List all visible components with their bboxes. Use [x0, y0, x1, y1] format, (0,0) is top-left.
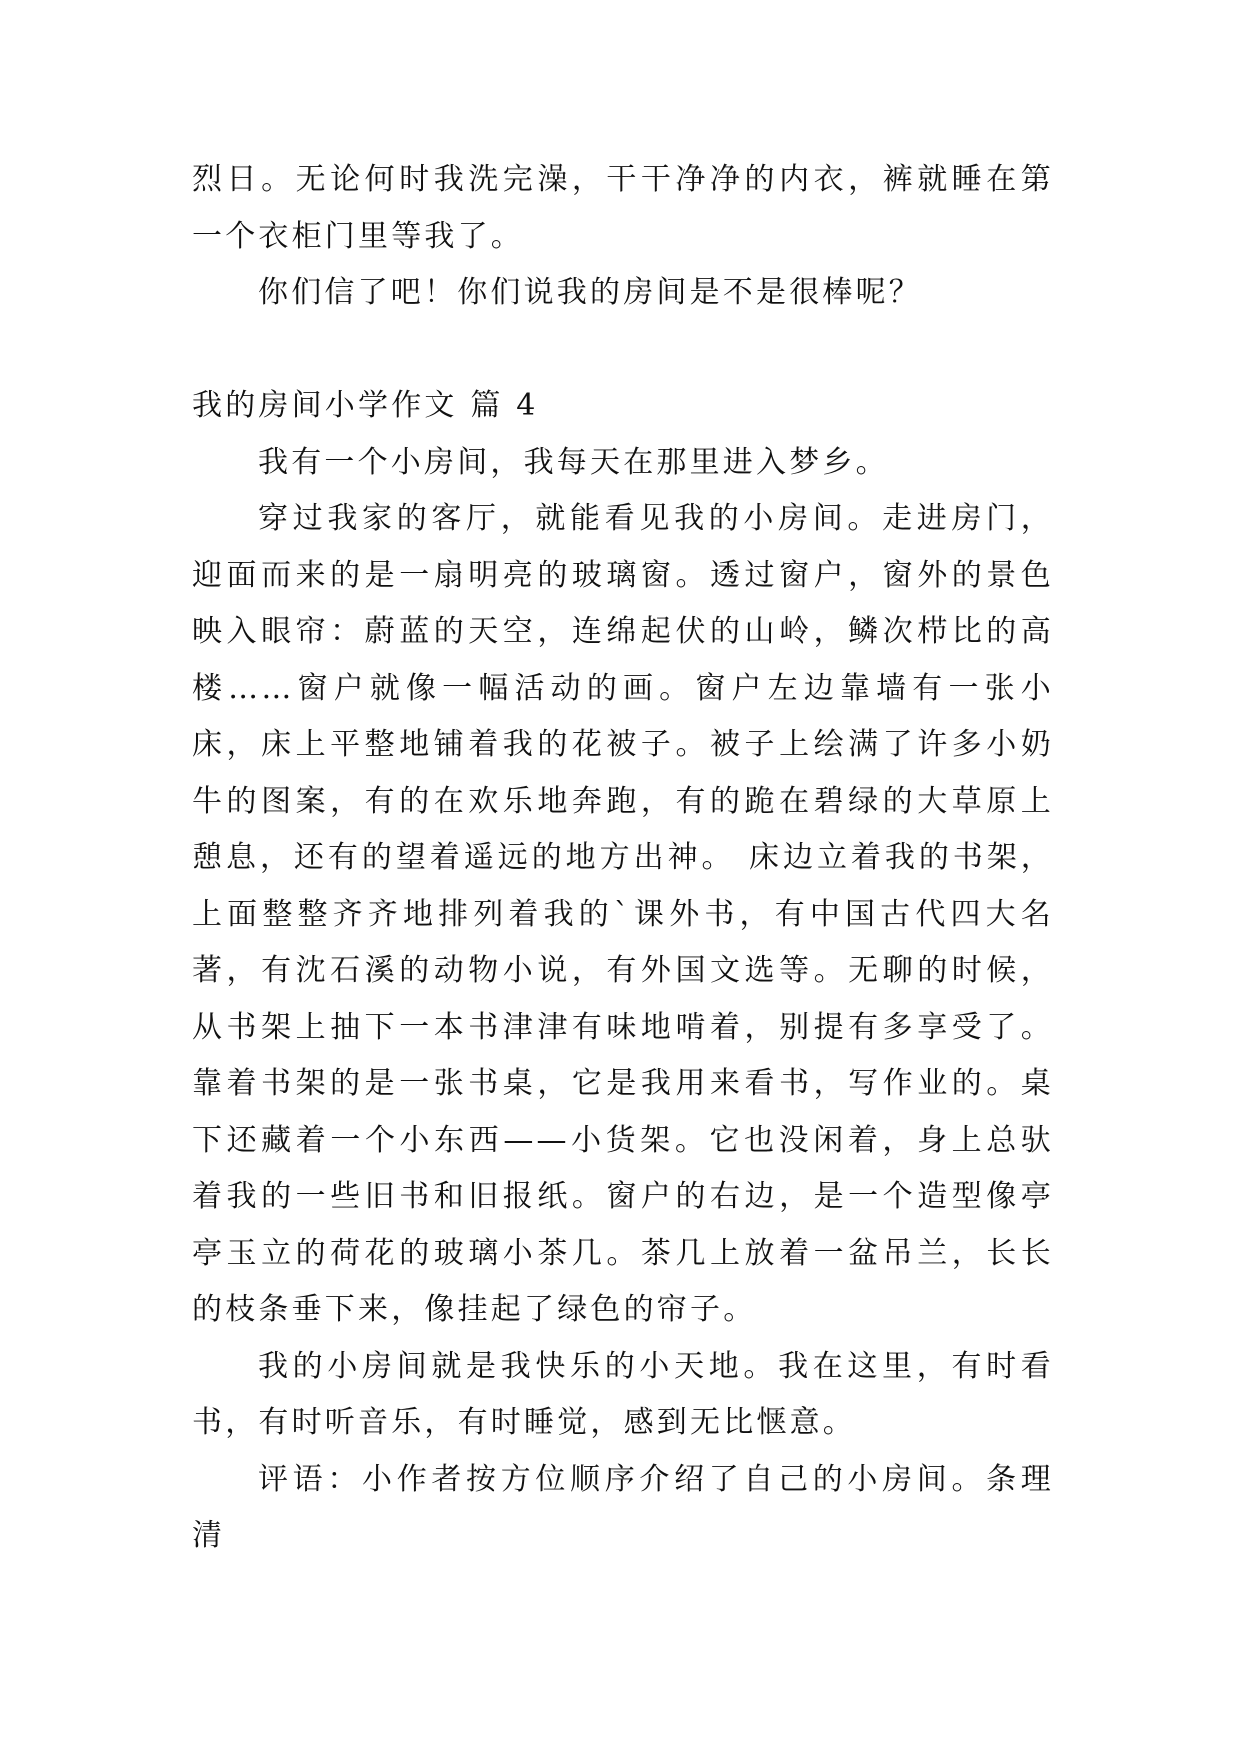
paragraph-continuation: 烈日。无论何时我洗完澡，干干净净的内衣，裤就睡在第一个衣柜门里等我了。 — [192, 162, 1054, 254]
document-body — [192, 152, 1054, 1565]
paragraph-conclusion: 我的小房间就是我快乐的小天地。我在这里，有时看书，有时听音乐，有时睡觉，感到无比惬意。 — [192, 1348, 1054, 1440]
section-spacer — [192, 322, 1054, 379]
section-title: 我的房间小学作文 篇 4 — [192, 388, 539, 423]
paragraph-closing-question: 你们信了吧！你们说我的房间是不是很棒呢？ — [258, 275, 922, 310]
paragraph-comment: 评语：小作者按方位顺序介绍了自己的小房间。条理清 — [192, 1461, 1054, 1553]
paragraph-intro: 我有一个小房间，我每天在那里进入梦乡。 — [258, 444, 889, 480]
paragraph-description: 穿过我家的客厅，就能看见我的小房间。走进房门，迎面而来的是一扇明亮的玻璃窗。透过窗户，窗外的景色映入眼帘：蔚蓝的天空，连绵起伏的山岭，鳞次栉比的高楼……窗户就像一幅活动的画。窗户左边靠墙有一张小床，床上平整地铺着我的花被子。被子上绘满了许多小奶牛的图案，有的在欢乐地奔跑，有的跪在碧绿的大草原上憩息，还有的望着遥远的地方出神。 床边立着我的书架，上面整整齐齐地排列着我的`课外书，有中国古代四大名著，有沈石溪的动物小说，有外国文选等。无聊的时候，从书架上抽下一本书津津有味地啃着，别提有多享受了。靠着书架的是一张书桌，它是我用来看书，写作业的。桌下还藏着一个小东西——小货架。它也没闲着，身上总驮着我的一些旧书和旧报纸。窗户的右边，是一个造型像亭亭玉立的荷花的玻璃小茶几。茶几上放着一盆吊兰，长长的枝条垂下来，像挂起了绿色的帘子。 — [192, 501, 1054, 1327]
